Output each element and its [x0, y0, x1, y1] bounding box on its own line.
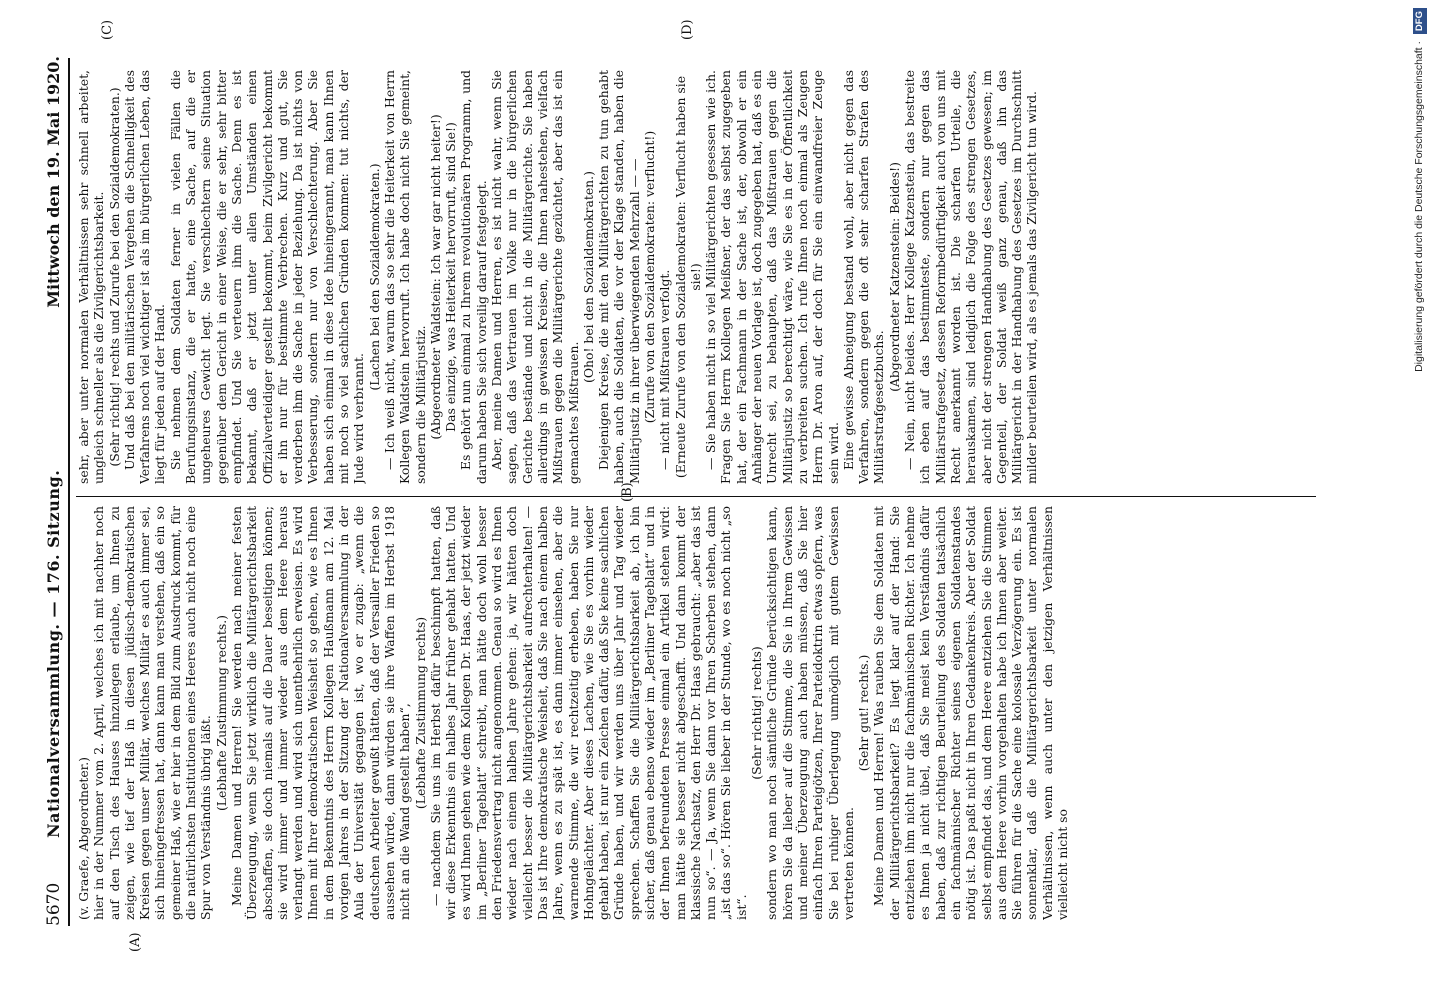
paragraph: — Sie haben nicht in so viel Militärgerichten gesessen wie ich. Fragen Sie Herrn Kollegen Meißner, der das selbst zugegeben hat, der ein Fachmann in der Sache ist, der, obwohl er ein Anhänger der neuen Vorlage ist, doch zugegeben hat, daß es ein Unrecht sei, zu behaupten, daß das Mißtrauen gegen die Militärjustiz so berechtigt wäre, wie Sie es in der Öffentlichkeit zu verbreiten suchen. Ich rufe Ihnen noch einmal als Zeugen Herrn Dr. Aron auf, der doch für Sie ein einwandfreier Zeuge sein wird.: [703, 70, 841, 484]
credit-text: Digitalisierung gefördert durch die Deutsche Forschungsgemeinschaft ·: [1413, 40, 1425, 372]
session-date: Mittwoch den 19. Mai 1920.: [44, 56, 63, 308]
paragraph: Sie nehmen dem Soldaten ferner in vielen Fällen die Berufungsinstanz, die er hatte, eine Sache, auf die er ungeheures Gewicht legt. Sie verschlechtern seine Situation gegenüber dem Gericht in einer Weise, die er sehr, sehr bitter empfindet. Und Sie verteuern ihm die Sache. Denn es ist bekannt, daß er jetzt unter allen Umständen einen Offizialverteidiger gestellt bekommt, beim Zivilgericht bekommt er ihn nur für bestimmte Verbrechen. Kurz und gut, Sie verderben ihm die Sache in jeder Beziehung. Da ist nichts von Verbesserung, sondern nur von Verschlechterung. Aber Sie haben sich einmal in diese Idee hineingerannt, man kann Ihnen mit noch so viel sachlichen Gründen kommen: tut nichts, der Jude wird verbrannt.: [167, 70, 367, 484]
session-title: Nationalversammlung. — 176. Sitzung.: [44, 469, 63, 838]
paragraph: Eine gewisse Abneigung bestand wohl, aber nicht gegen das Verfahren, sondern gegen die oft sehr scharfen Strafen des Militärstrafgesetzbuchs.: [840, 70, 887, 484]
interjection: (Abgeordneter Katzenstein: Beides!): [886, 162, 902, 392]
interjection: (Oho! bei den Sozialdemokraten.): [580, 171, 596, 383]
interjection: Das einzige, was Heiterkeit hervorruft, sind Sie!): [443, 122, 459, 432]
paragraph: Diejenigen Kreise, die mit den Militärgerichten zu tun gehabt haben, auch die Soldaten, die vor der Klage standen, haben die Militärjustiz in ihrer überwiegenden Mehrzahl — —: [596, 70, 642, 484]
interjection: (Lebhafte Zustimmung rechts): [412, 616, 428, 810]
interjection: (Zurufe von den Sozialdemokraten: verflucht!): [641, 130, 657, 424]
right-column: [76, 70, 1316, 484]
paragraph: Aber, meine Damen und Herren, es ist nicht wahr, wenn Sie sagen, daß das Vertrauen im Volke nur in die bürgerlichen Gerichte bestände und nicht in die Militärgerichte. Sie haben allerdings in gewissen Kreisen, die Ihnen nahestehen, vielfach Mißtrauen gegen die Militärgerichte gezüchtet, aber das ist ein gemachtes Mißtrauen.: [489, 70, 581, 484]
interjection: (Sehr gut! rechts.): [856, 654, 872, 772]
margin-marker-b: (B): [620, 482, 635, 502]
paragraph: — Ich weiß nicht, warum das so sehr die Heiterkeit von Herrn Kollegen Waldstein hervorruft. Ich habe doch nicht Sie gemeint, sondern die Militärjustiz.: [381, 70, 428, 484]
paragraph: Meine Damen und Herren! Was rauben Sie dem Soldaten mit der Militärgerichtsbarkeit? Es liegt klar auf der Hand: Sie entziehen ihm nicht nur die fachmännischen Richter. Ich nehme es Ihnen ja nicht übel, daß Sie meist kein Verständnis dafür haben, daß zur richtigen Beurteilung des Soldaten tatsächlich ein fachmännischer Richter seines eigenen Soldatenstandes nötig ist. Das paßt nicht in Ihren Gedankenkreis. Aber der Soldat selbst empfindet das, und dem Heere entziehen Sie die Stimmen aus dem Heere vorhin vorgehalten habe ich Ihnen aber weiter. Sie führen für die Sache eine kolossale Verzögerung ein. Es ist sonnenklar, daß die Militärgerichtsbarkeit unter normalen Verhältnissen, wenn auch unter den jetzigen Verhältnissen vielleicht nicht so: [871, 506, 1070, 920]
margin-marker-a: (A): [128, 932, 143, 952]
column-divider: [76, 496, 1316, 497]
interjection: (Erneute Zurufe von den Sozialdemokraten: Verflucht haben sie sie!): [672, 75, 703, 479]
dfg-credit-sidebar: [1412, 8, 1426, 998]
paragraph: — nachdem Sie uns im Herbst dafür beschimpft hatten, daß wir diese Erkenntnis ein halbes Jahr früher gehabt hatten. Und es wird Ihnen gehen wie dem Kollegen Dr. Haas, der jetzt wieder im „Berliner Tageblatt“ schreibt, man hätte doch wohl besser den Friedensvertrag nicht angenommen. Genau so wird es Ihnen wieder nach einem halben Jahre gehen: ja, wir hätten doch vielleicht besser die Militärgerichtsbarkeit aufrechterhalten! — Das ist Ihre demokratische Weisheit, daß Sie nach einem halben Jahre, wenn es zu spät ist, es dann immer einsehen, aber die warnende Stimme, die wir rechtzeitig erheben, haben Sie nur Hohngelächter. Aber dieses Lachen, wie Sie es vorhin wieder gehabt haben, ist nur ein Zeichen dafür, daß Sie keine sachlichen Gründe haben, und wir werden uns über Jahr und Tag wieder sprechen. Schaffen Sie die Militärgerichtsbarkeit ab, ich bin sicher, daß genau ebenso wieder im „Berliner Tageblatt“ und in der Ihnen befreundeten Presse einmal ein Artikel stehen wird: man hätte sie besser nicht abgeschafft. Und dann kommt der klassische Nachsatz, den Herr Dr. Haas gebraucht: „aber das ist nun so“. — Ja, wenn Sie dann vor Ihren Scherben stehen, dann „ist das so“. Hören Sie lieber in der Stunde, wo es noch nicht „so ist“.: [427, 506, 749, 920]
interjection: (Lebhafte Zustimmung rechts.): [213, 614, 229, 812]
page-header: [42, 56, 68, 926]
interjection: (Sehr richtig! rechts und Zurufe bei den Sozialdemokraten.): [106, 87, 122, 467]
speaker-label: (v. Graefe, Abgeordneter.): [76, 757, 91, 920]
paragraph: sondern wo man noch sämtliche Gründe berücksichtigen kann, hören Sie da lieber auf die Stimme, die Sie in Ihrem Gewissen und meiner Überzeugung auch haben müssen, daß Sie hier einfach Ihren Parteigötzen, Ihrer Parteidoktrin etwas opfern, was Sie bei ruhiger Überlegung unmöglich mit gutem Gewissen vertreten können.: [764, 506, 856, 920]
paragraph: sehr, aber unter normalen Verhältnissen sehr schnell arbeitet, ungleich schneller als die Zivilgerichtsbarkeit.: [76, 70, 107, 484]
left-column: [76, 506, 1316, 920]
paragraph: Meine Damen und Herren! Sie werden nach meiner festen Überzeugung, wenn Sie jetzt wirklich die Militärgerichtsbarkeit abschaffen, sie doch niemals auf die Dauer beseitigen können; sie wird immer und immer wieder aus dem Heere heraus verlangt werden und wird sich unentbehrlich erweisen. Es wird Ihnen mit Ihrer demokratischen Weisheit so gehen, wie es Ihnen in dem Bekenntnis des Herrn Kollegen Haußmann am 12. Mai vorigen Jahres in der Sitzung der Nationalversammlung in der Aula der Universität gegangen ist, wo er zugab: „wenn die deutschen Arbeiter gewußt hätten, daß der Versailler Frieden so aussehen würde, dann würden sie ihre Waffen im Herbst 1918 nicht an die Wand gestellt haben“,: [228, 506, 413, 920]
page-number: 5670: [44, 882, 64, 926]
paragraph: Es gehört nun einmal zu Ihrem revolutionären Programm, und darum haben Sie sich voreilig darauf festgelegt.: [458, 70, 489, 484]
interjection: (Abgeordneter Waldstein: Ich war gar nicht heiter!): [427, 114, 443, 440]
dfg-logo: DFG: [1413, 8, 1427, 34]
margin-marker-d: (D): [680, 19, 695, 40]
paragraph: hier in der Nummer vom 2. April, welches ich mit nachher noch auf den Tisch des Hauses hinzulegen erlaube, um Ihnen zu zeigen, wie tief der Haß in diesen jüdisch-demokratischen Kreisen gegen unser Militär, welches Militär es auch immer sei, sich hineingefressen hat, dann kann man verstehen, daß ein so gemeiner Haß, wie er hier in dem Bild zum Ausdruck kommt, für die natürlichsten Institutionen eines Heeres auch nicht noch eine Spur von Verständnis übrig läßt.: [91, 506, 214, 920]
paragraph: — Nein, nicht beides. Herr Kollege Katzenstein, das bestreite ich eben auf das bestimmteste, sondern nur gegen das Militärstrafgesetz, dessen Reformbedürftigkeit auch von uns mit Recht anerkannt worden ist. Die scharfen Urteile, die herauskamen, sind lediglich die Folge des strengen Gesetzes, aber nicht der strengen Handhabung des Gesetzes gewesen; im Gegenteil, der Soldat weiß ganz genau, daß ihn das Militärgericht in der Handhabung des Gesetzes im Durchschnitt milder beurteilen wird, als es jemals das Zivilgericht tun wird.: [902, 70, 1040, 484]
margin-marker-c: (C): [100, 19, 115, 40]
header-rule: [68, 58, 70, 926]
interjection: (Lachen bei den Sozialdemokraten.): [366, 163, 382, 391]
paragraph: Und daß bei den militärischen Vergehen die Schnelligkeit des Verfahrens noch viel wichtiger ist als im bürgerlichen Leben, das liegt für jeden auf der Hand.: [121, 70, 168, 484]
interjection: (Sehr richtig! rechts): [749, 646, 765, 780]
paragraph: — nicht mit Mißtrauen verfolgt.: [657, 269, 673, 470]
